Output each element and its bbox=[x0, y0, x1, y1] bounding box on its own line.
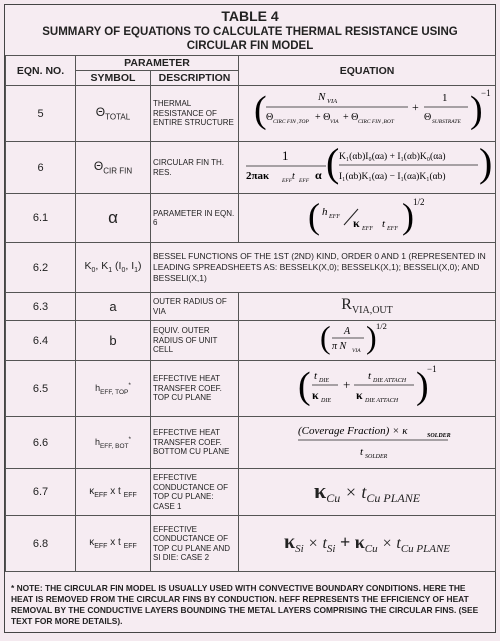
svg-text:A: A bbox=[344, 326, 351, 337]
equation-6-5 bbox=[239, 361, 496, 417]
svg-text:): ) bbox=[416, 365, 429, 407]
eqno-cell: 6.3 bbox=[6, 293, 76, 321]
svg-text:I₁(αb)K₁(αa) − I₁(αa)K₁(αb): I₁(αb)K₁(αa) − I₁(αa)K₁(αb) bbox=[339, 172, 446, 182]
description-cell: EFFECTIVE CONDUCTANCE OF TOP CU PLANE: CASE 1 bbox=[151, 469, 239, 516]
svg-text:SOLDER: SOLDER bbox=[365, 454, 388, 460]
svg-text:CIRC FIN ,TOP: CIRC FIN ,TOP bbox=[273, 119, 309, 125]
table-page bbox=[4, 4, 496, 633]
symbol-cell: α bbox=[76, 194, 151, 243]
equation-5 bbox=[239, 86, 496, 142]
table-row bbox=[6, 469, 496, 516]
svg-text:(: ( bbox=[320, 321, 331, 355]
svg-text:1: 1 bbox=[442, 92, 448, 104]
svg-text:EFF: EFF bbox=[329, 213, 341, 220]
svg-text:t: t bbox=[314, 370, 318, 382]
svg-text:t: t bbox=[360, 446, 364, 458]
svg-text:π N: π N bbox=[332, 341, 347, 352]
svg-text:t: t bbox=[292, 171, 295, 182]
eqno-cell: 6.4 bbox=[6, 321, 76, 361]
svg-text:VIA: VIA bbox=[330, 119, 339, 125]
svg-text:EFF: EFF bbox=[387, 225, 399, 232]
description-cell: EFFECTIVE CONDUCTANCE OF TOP CU PLANE AND SI DIE: CASE 2 bbox=[151, 516, 239, 572]
symbol-cell: $h_{EFF, BOT}^*$ bbox=[76, 417, 151, 469]
svg-text:): ) bbox=[402, 195, 415, 236]
svg-text:−1: −1 bbox=[481, 88, 491, 98]
description-cell: EFFECTIVE HEAT TRANSFER COEF. TOP CU PLANE bbox=[151, 361, 239, 417]
svg-text:DIE: DIE bbox=[321, 398, 332, 404]
svg-text:DIE ATTACH: DIE ATTACH bbox=[373, 378, 407, 384]
svg-text:): ) bbox=[470, 89, 483, 131]
symbol-cell: $\kappa_{EFF}$ x t $_{EFF}$ bbox=[76, 516, 151, 572]
header-eqno: EQN. NO. bbox=[6, 56, 76, 86]
svg-text:SOLDER: SOLDER bbox=[427, 433, 451, 439]
svg-text:κ: κ bbox=[356, 388, 363, 402]
table-row bbox=[6, 142, 496, 194]
svg-text:SUBSTRATE: SUBSTRATE bbox=[432, 119, 461, 125]
svg-text:+ Θ: + Θ bbox=[343, 112, 359, 123]
eqno-cell: 6.2 bbox=[6, 243, 76, 293]
svg-text:1/2: 1/2 bbox=[376, 321, 387, 331]
table-row bbox=[6, 86, 496, 142]
equation-6 bbox=[239, 142, 496, 194]
svg-text:EFF: EFF bbox=[299, 178, 310, 184]
table-row bbox=[6, 361, 496, 417]
svg-text:α: α bbox=[315, 168, 322, 182]
table-title: TABLE 4 bbox=[221, 8, 279, 24]
header-description: DESCRIPTION bbox=[151, 71, 239, 86]
equation-6-3: $R_{VIA,OUT}$ bbox=[239, 293, 496, 321]
eqno-cell: 6.6 bbox=[6, 417, 76, 469]
svg-text:t: t bbox=[368, 370, 372, 382]
symbol-cell: b bbox=[76, 321, 151, 361]
table-subtitle: SUMMARY OF EQUATIONS TO CALCULATE THERMAL RESISTANCE USING CIRCULAR FIN MODEL bbox=[42, 26, 458, 52]
svg-text:CIRC FIN ,BOT: CIRC FIN ,BOT bbox=[358, 119, 394, 125]
symbol-cell: $K_0$, $K_1$ ($I_0$, $I_1$) bbox=[76, 243, 151, 293]
svg-text:(: ( bbox=[308, 195, 321, 236]
svg-text:VIA: VIA bbox=[327, 98, 338, 105]
equation-6-1 bbox=[239, 194, 496, 243]
svg-text:+: + bbox=[343, 377, 351, 392]
description-cell: PARAMETER IN EQN. 6 bbox=[151, 194, 239, 243]
symbol-cell: $\kappa_{EFF}$ x t $_{EFF}$ bbox=[76, 469, 151, 516]
svg-text:VIA: VIA bbox=[352, 348, 361, 354]
svg-text:+ Θ: + Θ bbox=[315, 112, 331, 123]
equation-6-6 bbox=[239, 417, 496, 469]
description-cell: BESSEL FUNCTIONS OF THE 1ST (2ND) KIND, ORDER 0 AND 1 (REPRESENTED IN LEADING SPREADSHEETS AS: BESSELK(X,0); BESSELK(X,1); BESSELI(X,0); AND BESSELI(X,1) bbox=[151, 243, 496, 293]
svg-text:t: t bbox=[382, 217, 386, 230]
header-equation: EQUATION bbox=[239, 56, 496, 86]
description-cell: THERMAL RESISTANCE OF ENTIRE STRUCTURE bbox=[151, 86, 239, 142]
header-parameter: PARAMETER bbox=[76, 56, 239, 71]
svg-text:(: ( bbox=[326, 142, 340, 185]
eqno-cell: 6.1 bbox=[6, 194, 76, 243]
equation-6-4 bbox=[239, 321, 496, 361]
table-row bbox=[6, 516, 496, 572]
symbol-cell: $h_{EFF, TOP}^*$ bbox=[76, 361, 151, 417]
equation-6-8: $\kappa_{Si} \times t_{Si} + \kappa_{Cu} \times t_{Cu PLANE}$ bbox=[239, 516, 496, 572]
svg-text:K₁(αb)I₀(αa) + I₁(αb)K₀(αa): K₁(αb)I₀(αa) + I₁(αb)K₀(αa) bbox=[339, 152, 446, 162]
svg-text:Θ: Θ bbox=[424, 112, 432, 123]
svg-text:h: h bbox=[322, 205, 328, 218]
description-cell: CIRCULAR FIN TH. RES. bbox=[151, 142, 239, 194]
table-row bbox=[6, 321, 496, 361]
svg-text:+: + bbox=[412, 100, 419, 114]
table-row bbox=[6, 293, 496, 321]
description-cell: OUTER RADIUS OF VIA bbox=[151, 293, 239, 321]
footnote: * NOTE: THE CIRCULAR FIN MODEL IS USUALLY USED WITH CONVECTIVE BOUNDARY CONDITIONS. HERE THE HEAT IS REMOVED FROM THE CIRCULAR FINS BY CONDUCTION. hEFF REPRESENTS THE EFFICIENCY OF HEAT REMOVAL BY THE CONDUCTIVE LAYERS BOUNDING THE METAL LAYERS COMPRISING THE CIRCULAR FINS. (SEE TEXT FOR MORE DETAILS). bbox=[11, 583, 479, 626]
eqno-cell: 6.8 bbox=[6, 516, 76, 572]
description-cell: EQUIV. OUTER RADIUS OF UNIT CELL bbox=[151, 321, 239, 361]
description-cell: EFFECTIVE HEAT TRANSFER COEF. BOTTOM CU PLANE bbox=[151, 417, 239, 469]
svg-text:1/2: 1/2 bbox=[413, 196, 425, 207]
svg-text:DIE: DIE bbox=[319, 378, 330, 384]
table-row bbox=[6, 194, 496, 243]
svg-text:1: 1 bbox=[282, 148, 289, 163]
table-row bbox=[6, 417, 496, 469]
svg-text:EFF: EFF bbox=[282, 178, 293, 184]
svg-text:(: ( bbox=[298, 365, 311, 407]
svg-text:κ: κ bbox=[312, 388, 319, 402]
svg-text:(Coverage Fraction) × κ: (Coverage Fraction) × κ bbox=[298, 425, 408, 437]
svg-text:N: N bbox=[318, 91, 326, 103]
svg-text:): ) bbox=[366, 321, 377, 355]
eqno-cell: 6.5 bbox=[6, 361, 76, 417]
equation-6-7: $\kappa_{Cu} \times t_{Cu PLANE}$ bbox=[239, 469, 496, 516]
equations-table bbox=[5, 55, 496, 572]
svg-text:−1: −1 bbox=[427, 364, 437, 374]
symbol-cell: $\Theta_{CIR FIN}$ bbox=[76, 142, 151, 194]
symbol-cell: a bbox=[76, 293, 151, 321]
svg-text:2πaκ: 2πaκ bbox=[246, 170, 270, 182]
eqno-cell: 6 bbox=[6, 142, 76, 194]
svg-text:(: ( bbox=[254, 89, 267, 131]
svg-text:DIE ATTACH: DIE ATTACH bbox=[365, 398, 399, 404]
eqno-cell: 6.7 bbox=[6, 469, 76, 516]
table-row bbox=[6, 243, 496, 293]
svg-text:Θ: Θ bbox=[266, 112, 274, 123]
svg-text:κ: κ bbox=[353, 215, 360, 230]
header-symbol: SYMBOL bbox=[76, 71, 151, 86]
svg-text:EFF: EFF bbox=[362, 225, 374, 232]
symbol-cell: $\Theta_{TOTAL}$ bbox=[76, 86, 151, 142]
eqno-cell: 5 bbox=[6, 86, 76, 142]
svg-text:): ) bbox=[479, 142, 493, 185]
